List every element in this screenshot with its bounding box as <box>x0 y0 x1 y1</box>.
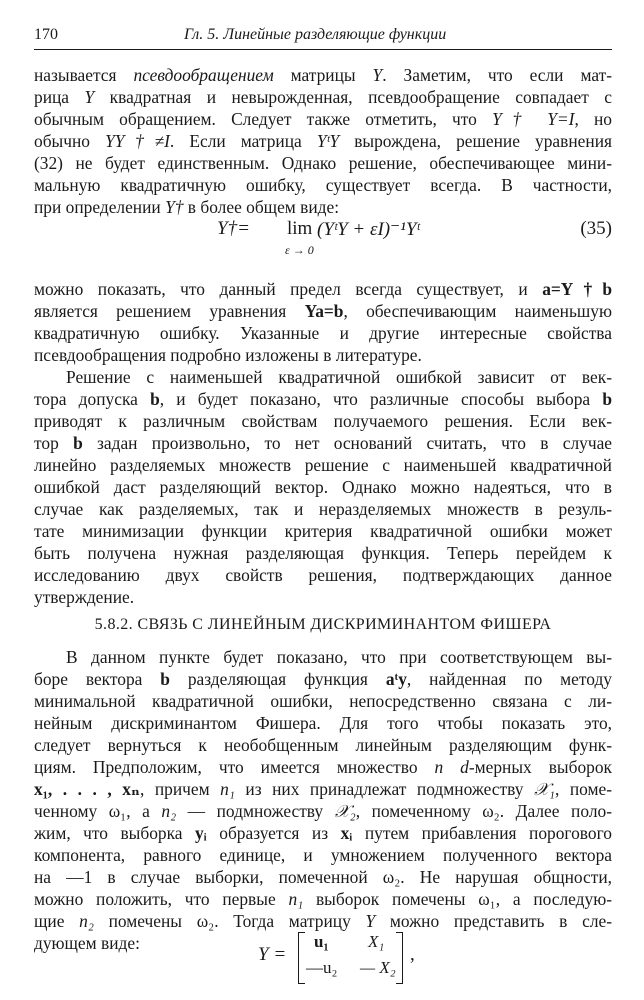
para4-line3: минимальной квадратичной ошибки, непосредственно связана с ли- <box>34 691 612 711</box>
equation-35-lim: lim <box>287 218 313 239</box>
equation-35-rhs: (YᵗY + εI)⁻¹Yᵗ <box>317 219 420 240</box>
equation-35 <box>34 216 612 264</box>
matrix-right-bracket <box>396 932 403 984</box>
para1-line3: обычным обращением. Следует также отметить, что Y† Y=I, но <box>34 109 612 129</box>
equation-35-lhs: Y†= <box>217 218 250 239</box>
para1-line4: обычно YY†≠I. Если матрица YᵗY вырождена, решение уравнения <box>34 131 613 151</box>
para4-line9: жим, что выборка yᵢ образуется из xᵢ путем прибавления порогового <box>34 823 612 843</box>
para4-line6: циям. Предположим, что имеется множество n d-мерных выборок <box>34 757 612 777</box>
para4-line2: боре вектора b разделяющая функция aᵗy, найденная по методу <box>34 669 612 689</box>
para3-line9: быть получена нужная разделяющая функция. Теперь перейдем к <box>34 543 612 563</box>
para4-line1: В данном пункте будет показано, что при соответствующем вы- <box>66 647 612 667</box>
equation-35-number: (35) <box>580 218 612 239</box>
page-number: 170 <box>34 26 58 43</box>
matrix-left-bracket <box>298 932 305 984</box>
para1-line6: мальную квадратичную ошибку, существует всегда. В частности, <box>34 175 612 195</box>
para4-line11: на —1 в случае выборки, помеченной ω₂. Не нарушая общности, <box>34 867 612 887</box>
para3-line1: Решение с наименьшей квадратичной ошибкой зависит от век- <box>66 367 612 387</box>
para3-line4: тор b задан произвольно, то нет оснований считать, что в случае <box>34 433 613 453</box>
para2-line4: псевдообращения подробно изложены в литературе. <box>34 345 422 365</box>
header-rule <box>34 49 612 50</box>
matrix-lhs: Y = <box>258 944 287 965</box>
para4-line14: дующем виде: <box>34 933 140 953</box>
matrix-cell-neg-x2: — X₂ <box>360 958 396 977</box>
para4-line5: следует вернуться к необобщенным линейным разделяющим функ- <box>34 735 612 755</box>
para1-line2: рица Y квадратная и невырожденная, псевдообращение совпадает с <box>34 87 612 107</box>
para1-line5: (32) не будет единственным. Однако решение, обеспечивающее мини- <box>34 153 612 173</box>
para3-line7: случае как разделяемых, так и неразделяемых множеств в резуль- <box>34 499 612 519</box>
matrix-trailing-comma: , <box>410 944 415 965</box>
para3-line2: тора допуска b, и будет показано, что различные способы выбора b <box>34 389 612 409</box>
para3-line11: утверждение. <box>34 587 135 607</box>
para4-line4: нейным дискриминантом Фишера. Для того чтобы показать это, <box>34 713 612 733</box>
para3-line3: приводят к различным свойствам получаемого решения. Если век- <box>34 411 612 431</box>
para3-line8: тате минимизации функции критерия квадратичной ошибки может <box>34 521 612 541</box>
matrix-cell-x1: X₁ <box>368 932 385 951</box>
para2-line2: является решением уравнения Ya=b, обеспечивающим наименьшую <box>34 301 612 321</box>
para2-line1: можно показать, что данный предел всегда существует, и a=Y†b <box>34 279 612 299</box>
matrix-equation <box>254 930 474 986</box>
para4-line7: x₁, . . . , xₙ, причем n₁ из них принадлежат подмножеству 𝒳₁, поме- <box>34 779 613 799</box>
equation-35-limit-subscript: ε → 0 <box>285 243 314 257</box>
para1-line1: называется псевдообращением матрицы Y. Заметим, что если мат- <box>34 65 612 85</box>
para3-line10: исследованию двух свойств решения, подтверждающих данное <box>34 565 612 585</box>
para3-line5: линейно разделяемых множеств решение с наименьшей квадратичной <box>34 455 612 475</box>
chapter-title: Гл. 5. Линейные разделяющие функции <box>184 26 447 43</box>
para3-line6: ошибкой даст разделяющий вектор. Однако можно надеяться, что в <box>34 477 612 497</box>
para4-line10: компонента, равного единице, и умножением полученного вектора <box>34 845 612 865</box>
para4-line13: щие n₂ помечены ω₂. Тогда матрицу Y можно представить в сле- <box>34 911 613 931</box>
matrix-cell-neg-u2: —u₂ <box>306 958 338 977</box>
para2-line3: квадратичную ошибку. Указанные и другие интересные свойства <box>34 323 612 343</box>
matrix-cell-u1: u₁ <box>314 932 329 951</box>
para4-line8: ченному ω₁, а n₂ — подмножеству 𝒳₂, помеченному ω₂. Далее поло- <box>34 801 612 821</box>
section-heading: 5.8.2. СВЯЗЬ С ЛИНЕЙНЫМ ДИСКРИМИНАНТОМ ФИШЕРА <box>94 616 552 633</box>
para1-line7: при определении Y† в более общем виде: <box>34 197 340 217</box>
running-head <box>34 26 612 50</box>
para4-line12: можно положить, что первые n₁ выборок помечены ω₁, а последую- <box>34 889 612 909</box>
